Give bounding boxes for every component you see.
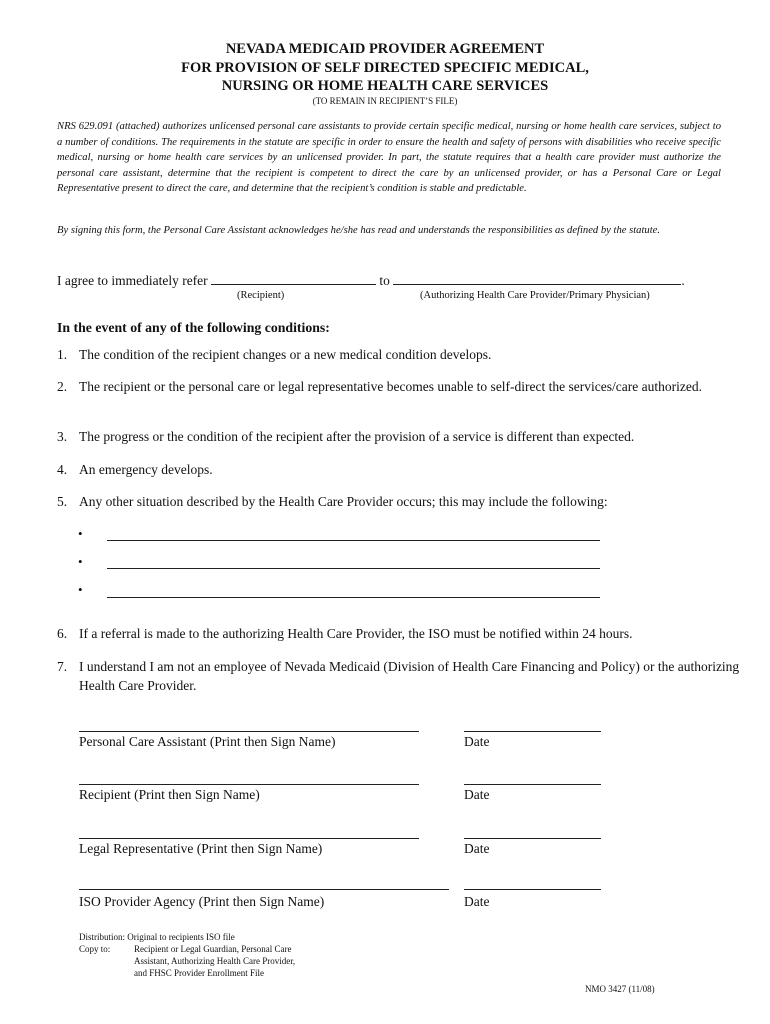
- recipient-date-line[interactable]: [464, 784, 601, 785]
- iso-signature-line[interactable]: [79, 889, 449, 890]
- distribution-line-1: Distribution: Original to recipients ISO file: [79, 932, 235, 942]
- legal-rep-signature-line[interactable]: [79, 838, 419, 839]
- legal-rep-date-line[interactable]: [464, 838, 601, 839]
- title-line-3: NURSING OR HOME HEALTH CARE SERVICES: [221, 78, 549, 94]
- recipient-date-label: Date: [464, 787, 490, 802]
- recipient-blank[interactable]: [211, 272, 376, 285]
- provider-blank[interactable]: [393, 272, 681, 285]
- distribution-line-4: and FHSC Provider Enrollment File: [134, 968, 264, 978]
- referral-connector: to: [379, 273, 390, 288]
- referral-end: .: [681, 273, 685, 288]
- iso-signature-label: ISO Provider Agency (Print then Sign Name): [79, 894, 325, 909]
- acknowledgement-paragraph: By signing this form, the Personal Care Assistant acknowledges he/she has read and understands the responsibilities as defined by the statute.: [57, 225, 661, 236]
- distribution-line-2: Recipient or Legal Guardian, Personal Care: [134, 944, 292, 954]
- pca-date-label: Date: [464, 734, 490, 749]
- document-page: NEVADA MEDICAID PROVIDER AGREEMENT FOR PROVISION OF SELF DIRECTED SPECIFIC MEDICAL, NURSING OR HOME HEALTH CARE SERVICES (TO REMAIN IN RECIPIENT’S FILE) NRS 629.091 (attached) authorizes unlicensed personal care assistants to provide certain specific medical, nursing or home health care services, subject to a number of conditions. The requirements in the statute are specific in order to ensure the health and safety of persons with disabilities who receive specific medical, nursing or home health care services by an unlicensed provider. In part, the statute requires that a health care provider must authorize the personal care assistant, determine that the recipient is competent to direct the care by an unlicensed provider, or has a Personal Care or Legal Representative present to direct the care, and determine that the recipient’s condition is stable and predictable. By signing this form, the Personal Care Assistant acknowledges he/she has read and understands the responsibilities as defined by the statute. I agree to immediately refer to . (Recipient) (Authorizing Health Care Provider/Primary Physician) In the event of any of the following conditions: 1. The condition of the recipient changes or a new medical condition develops. 2. The recipient or the personal care or legal representative becomes unable to self-direct the services/care authorized. 3. The progress or the condition of the recipient after the provision of a service is different than expected. 4. An emergency develops. 5. Any other situation described by the Health Care Provider occurs; this may include the following: • • • 6. If a referral is made to the authorizing Health Care Provider, the ISO must be notified within 24 hours. 7. I understand I am not an employee of Nevada Medicaid (Division of Health Care Financing and Policy) or the authorizing Health Care Provider. Personal Care Assistant (Print then Sign Name) Date Recipient (Print then Sign Name) Date Legal Representative (Print then Sign Name) Date ISO Provider Agency (Print then Sign Name) Date Distribution: Original to recipients ISO file Copy to: Recipient or Legal Guardian, Personal Care Assistant, Authorizing Health Care Provider, and FHSC Provider Enrollment File NMO 3427 (11/08): [0, 0, 770, 1024]
- referral-statement: [57, 272, 685, 289]
- title-line-2: FOR PROVISION OF SELF DIRECTED SPECIFIC MEDICAL,: [181, 60, 589, 76]
- bullet-2: •: [78, 554, 83, 569]
- referral-prefix: I agree to immediately refer: [57, 273, 208, 288]
- pca-signature-line[interactable]: [79, 731, 419, 732]
- iso-date-line[interactable]: [464, 889, 601, 890]
- legal-rep-signature-label: Legal Representative (Print then Sign Name): [79, 841, 323, 856]
- bullet-blank-1[interactable]: [107, 540, 600, 541]
- conditions-heading: In the event of any of the following conditions:: [57, 320, 330, 335]
- bullet-blank-3[interactable]: [107, 597, 600, 598]
- legal-rep-date-label: Date: [464, 841, 490, 856]
- iso-date-label: Date: [464, 894, 490, 909]
- title-line-1: NEVADA MEDICAID PROVIDER AGREEMENT: [225, 41, 545, 57]
- copy-to-label: Copy to:: [79, 944, 111, 954]
- recipient-signature-line[interactable]: [79, 784, 419, 785]
- provider-caption: (Authorizing Health Care Provider/Primary Physician): [420, 290, 650, 301]
- bullet-blank-2[interactable]: [107, 568, 600, 569]
- intro-paragraph: NRS 629.091 (attached) authorizes unlicensed personal care assistants to provide certain specific medical, nursing or home health care services, subject to a number of conditions. The requirements in the statute are specific in order to ensure the health and safety of persons with disabilities who receive specific medical, nursing or home health care services by an unlicensed provider. In part, the statute requires that a health care provider must authorize the personal care assistant, determine that the recipient is competent to direct the care by an unlicensed provider, or has a Personal Care or Legal Representative present to direct the care, and determine that the recipient’s condition is stable and predictable.: [57, 121, 721, 195]
- recipient-caption: (Recipient): [237, 290, 285, 301]
- pca-date-line[interactable]: [464, 731, 601, 732]
- pca-signature-label: Personal Care Assistant (Print then Sign Name): [79, 734, 336, 749]
- subtitle: (TO REMAIN IN RECIPIENT’S FILE): [312, 96, 458, 106]
- recipient-signature-label: Recipient (Print then Sign Name): [79, 787, 260, 802]
- bullet-1: •: [78, 526, 83, 541]
- bullet-3: •: [78, 582, 83, 597]
- form-number: NMO 3427 (11/08): [585, 984, 655, 994]
- distribution-line-3: Assistant, Authorizing Health Care Provider,: [134, 956, 296, 966]
